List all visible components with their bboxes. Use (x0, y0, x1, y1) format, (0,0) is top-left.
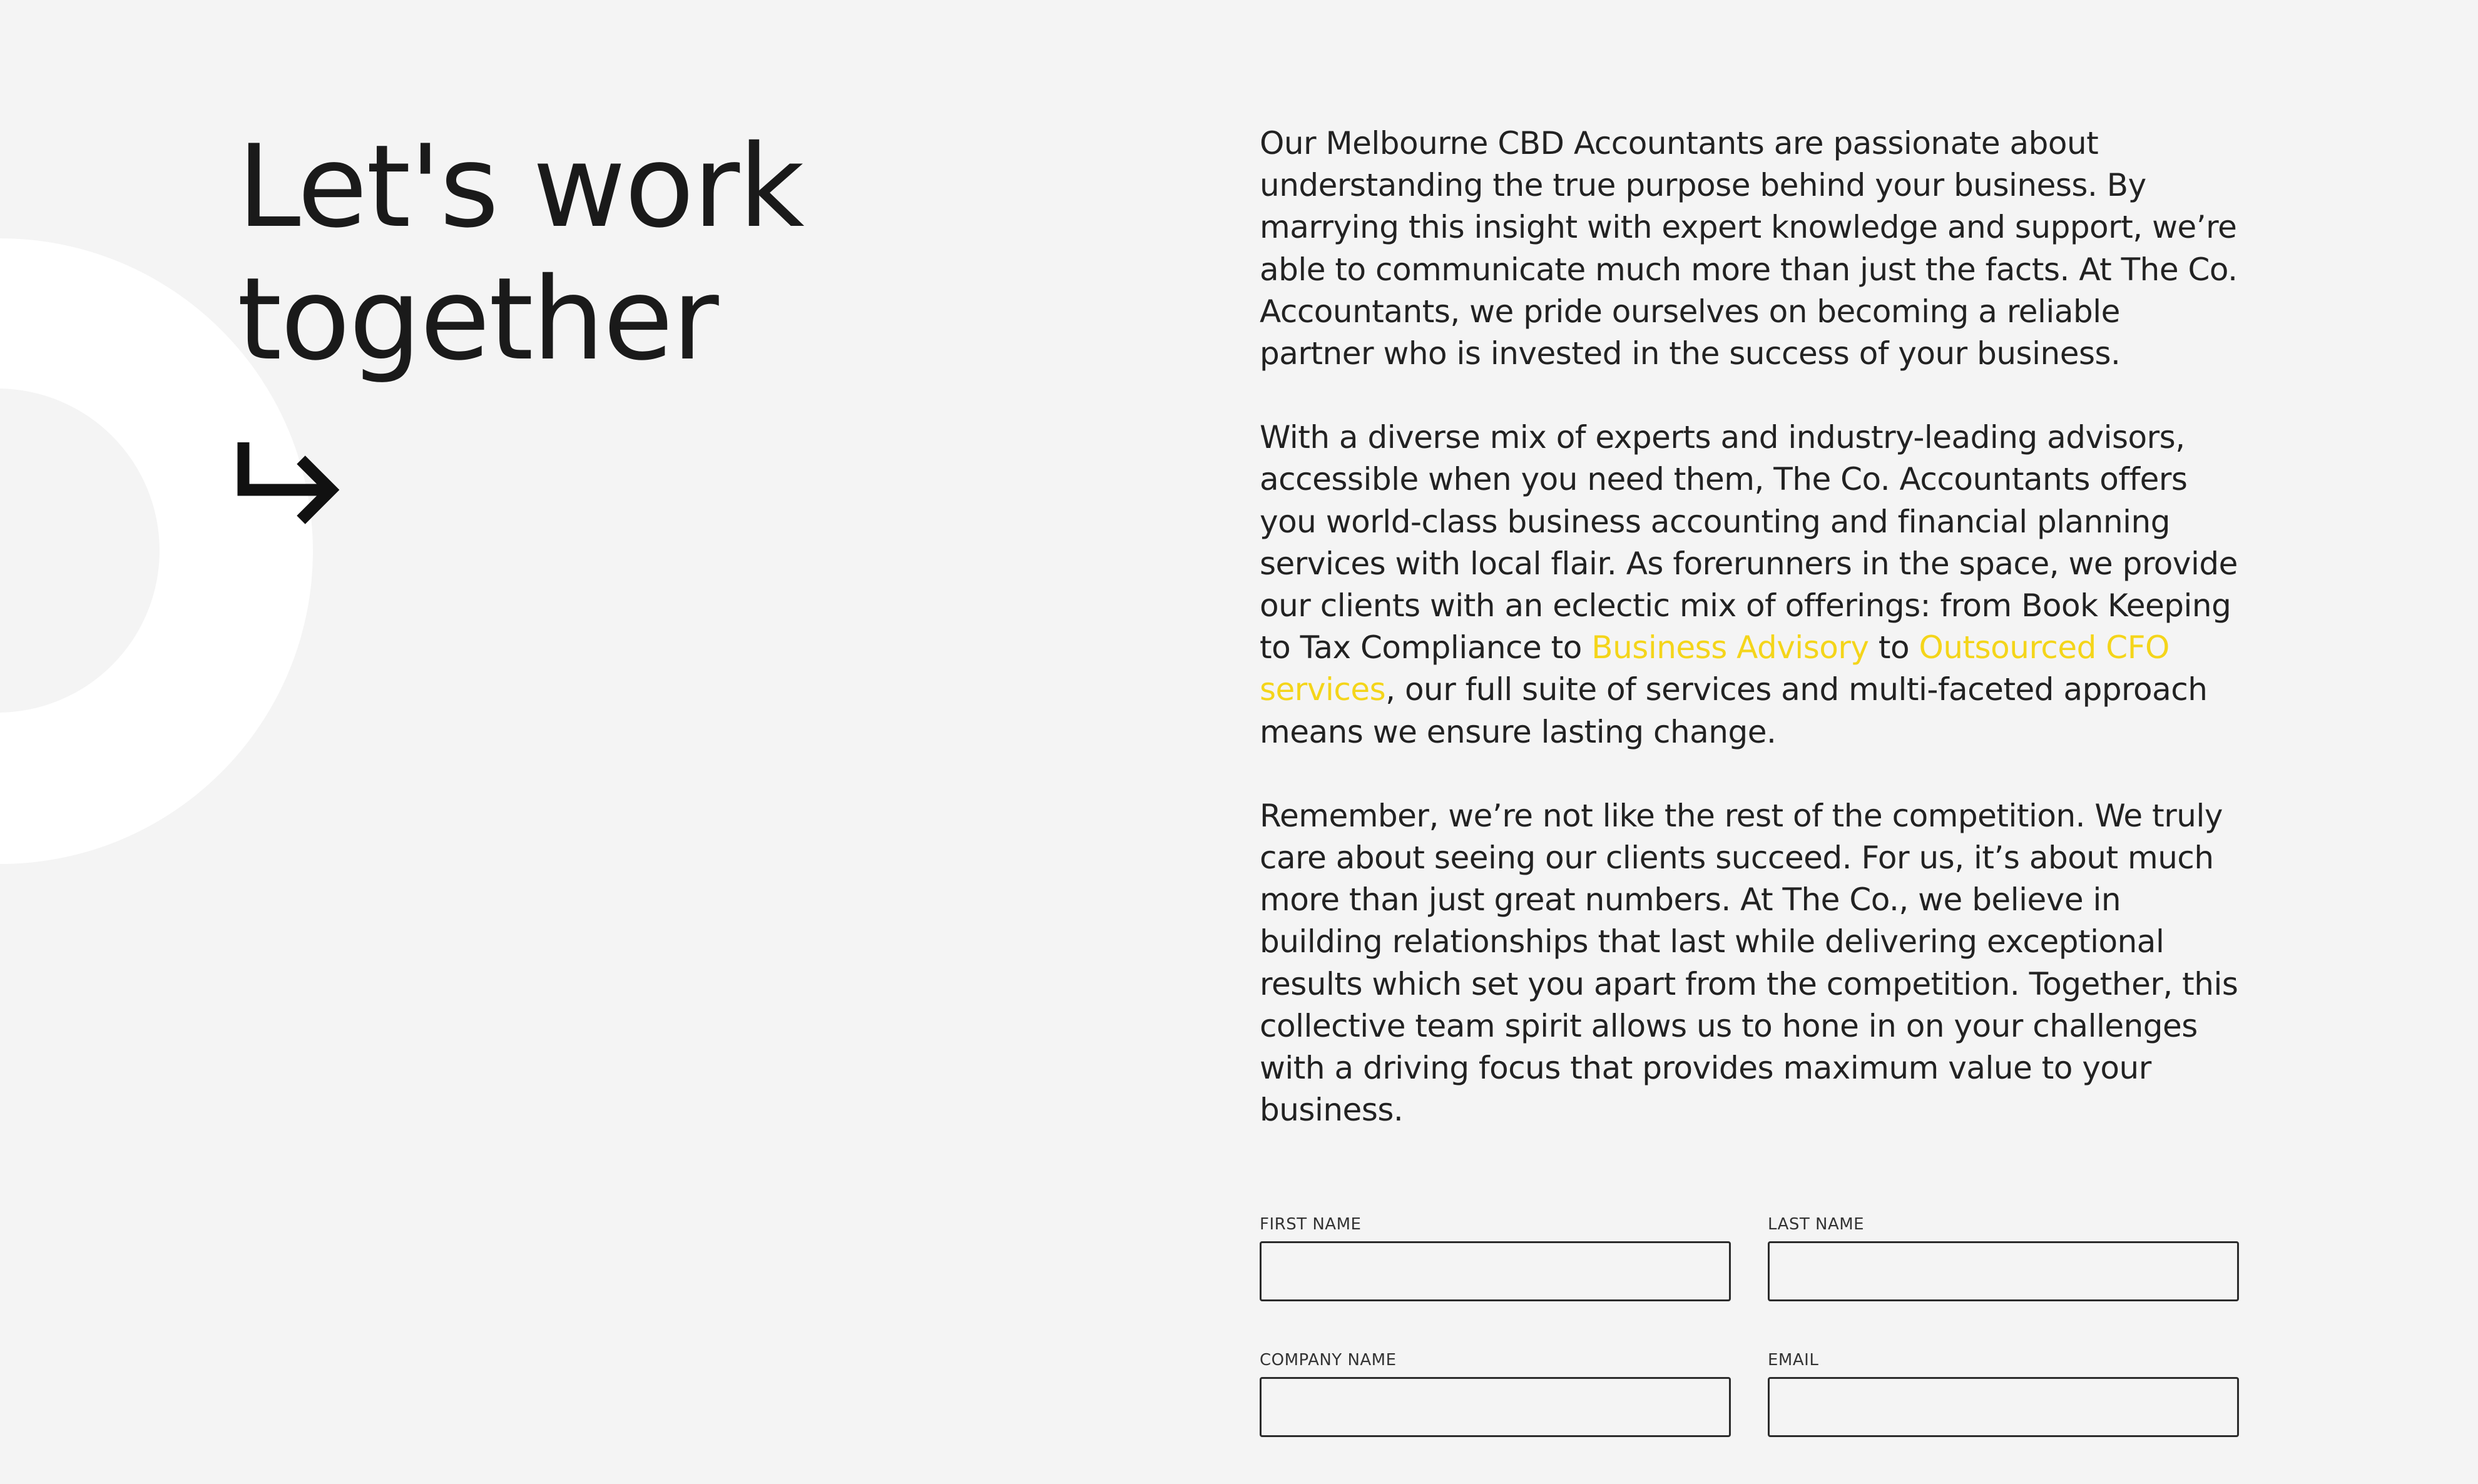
last-name-label: LAST NAME (1768, 1215, 1865, 1234)
page-title-line-1: Let's work (237, 120, 803, 253)
intro-paragraph-2 (1260, 417, 2242, 753)
intro-copy (1260, 123, 2242, 1173)
email-input[interactable] (1768, 1377, 2239, 1437)
intro-paragraph-3: Remember, we’re not like the rest of the competition. We truly care about seeing our clients succeed. For us, it’s about much more than just great numbers. At The Co., we believe in building relationships that last while delivering exceptional results which set you apart from the competition. Together, this collective team spirit allows us to hone in on your challenges with a driving focus that provides maximum value to your business. (1260, 797, 2238, 1129)
first-name-label: FIRST NAME (1260, 1215, 1362, 1234)
page-title-line-2: together (237, 253, 718, 385)
last-name-group (1768, 1212, 2239, 1301)
company-name-label: COMPANY NAME (1260, 1351, 1397, 1370)
outsourced-cfo-services-link[interactable]: Outsourced CFO services (1260, 629, 2170, 708)
intro-paragraph-2-text-b: to (1869, 629, 1919, 666)
form-row-company-email (1260, 1348, 2239, 1437)
contact-form (1260, 1212, 2239, 1484)
company-name-input[interactable] (1260, 1377, 1731, 1437)
email-label: EMAIL (1768, 1351, 1819, 1370)
intro-paragraph-1: Our Melbourne CBD Accountants are passionate about understanding the true purpose behind your business. By marrying this insight with expert knowledge and support, we’re able to communicate much more than just the facts. At The Co. Accountants, we pride ourselves on becoming a reliable partner who is invested in the success of your business. (1260, 125, 2238, 372)
page-title (237, 120, 1176, 385)
business-advisory-link[interactable]: Business Advisory (1591, 629, 1869, 666)
intro-paragraph-2-text-a: With a diverse mix of experts and industry-leading advisors, accessible when you need them, The Co. Accountants offers you world-class business accounting and financial planning services with local flair. As forerunners in the space, we provide our clients with an eclectic mix of offerings: from Book Keeping to Tax Compliance to (1260, 419, 2238, 666)
last-name-input[interactable] (1768, 1241, 2239, 1301)
company-name-group (1260, 1348, 1731, 1437)
arrow-down-right-icon (237, 435, 347, 544)
email-group (1768, 1348, 2239, 1437)
intro-paragraph-2-text-c: , our full suite of services and multi-faceted approach means we ensure lasting change. (1260, 671, 2208, 750)
first-name-input[interactable] (1260, 1241, 1731, 1301)
form-row-names (1260, 1212, 2239, 1301)
first-name-group (1260, 1212, 1731, 1301)
